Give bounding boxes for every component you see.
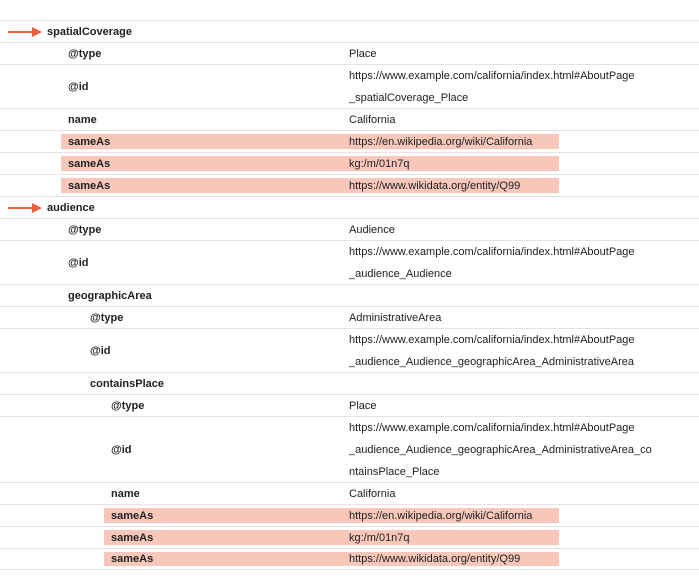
table-row bbox=[0, 196, 699, 218]
property-name: @id bbox=[68, 80, 89, 93]
table-row bbox=[0, 218, 699, 240]
property-value bbox=[349, 307, 441, 328]
property-value bbox=[349, 483, 395, 504]
property-value bbox=[349, 219, 395, 240]
table-row bbox=[0, 394, 699, 416]
table-row bbox=[0, 240, 699, 284]
highlight-band bbox=[104, 530, 559, 545]
property-value-line: kg:/m/01n7q bbox=[349, 157, 410, 170]
table-row bbox=[0, 416, 699, 482]
table-row bbox=[0, 284, 699, 306]
property-value-line: https://www.wikidata.org/entity/Q99 bbox=[349, 179, 521, 192]
property-name: sameAs bbox=[68, 135, 111, 148]
property-value bbox=[349, 153, 410, 174]
property-name: @id bbox=[90, 344, 111, 357]
property-value-line: ntainsPlace_Place bbox=[349, 465, 440, 478]
table-row bbox=[0, 174, 699, 196]
property-name: name bbox=[111, 487, 140, 500]
property-name: containsPlace bbox=[90, 377, 164, 390]
property-name: @id bbox=[111, 443, 132, 456]
property-name: @type bbox=[68, 47, 102, 60]
property-name: spatialCoverage bbox=[47, 25, 132, 38]
property-name: geographicArea bbox=[68, 289, 152, 302]
property-name: sameAs bbox=[68, 179, 111, 192]
table-row bbox=[0, 526, 699, 548]
arrow-right-icon bbox=[8, 27, 42, 37]
property-value bbox=[349, 527, 410, 548]
property-value bbox=[349, 549, 520, 569]
property-value-line: https://www.wikidata.org/entity/Q99 bbox=[349, 553, 521, 565]
property-value-line: AdministrativeArea bbox=[349, 311, 442, 324]
property-name: sameAs bbox=[111, 531, 154, 544]
property-value bbox=[349, 395, 377, 416]
property-name: audience bbox=[47, 201, 95, 214]
table-row bbox=[0, 504, 699, 526]
table-row bbox=[0, 328, 699, 372]
property-value-line: kg:/m/01n7q bbox=[349, 531, 410, 544]
property-value-line: _audience_Audience_geographicArea_AdministrativeArea bbox=[349, 355, 634, 368]
table-row bbox=[0, 482, 699, 504]
property-name: @type bbox=[111, 399, 145, 412]
arrow-right-icon bbox=[8, 203, 42, 213]
property-value-line: _audience_Audience_geographicArea_AdministrativeArea_co bbox=[349, 443, 652, 456]
table-row bbox=[0, 130, 699, 152]
property-value-line: Place bbox=[349, 399, 377, 412]
property-value bbox=[349, 109, 395, 130]
property-value-line: https://www.example.com/california/index.html#AboutPage bbox=[349, 245, 635, 258]
property-value-line: California bbox=[349, 487, 396, 500]
property-value-line: https://en.wikipedia.org/wiki/California bbox=[349, 135, 533, 148]
table-row bbox=[0, 108, 699, 130]
table-row bbox=[0, 372, 699, 394]
table-row bbox=[0, 42, 699, 64]
property-value-line: Audience bbox=[349, 223, 395, 236]
table-row bbox=[0, 20, 699, 42]
table-row bbox=[0, 152, 699, 174]
highlight-band bbox=[61, 156, 559, 171]
property-name: name bbox=[68, 113, 97, 126]
property-value-line: Place bbox=[349, 47, 377, 60]
property-name: @id bbox=[68, 256, 89, 269]
property-value-line: https://www.example.com/california/index.html#AboutPage bbox=[349, 69, 635, 82]
property-name: @type bbox=[68, 223, 102, 236]
property-value-line: https://www.example.com/california/index.html#AboutPage bbox=[349, 421, 635, 434]
property-name: @type bbox=[90, 311, 124, 324]
property-value-line: https://www.example.com/california/index.html#AboutPage bbox=[349, 333, 635, 346]
property-value bbox=[349, 131, 532, 152]
property-value bbox=[349, 241, 635, 284]
property-value bbox=[349, 417, 652, 482]
property-value bbox=[349, 175, 520, 196]
property-value-line: California bbox=[349, 113, 396, 126]
table-row bbox=[0, 548, 699, 570]
table-row bbox=[0, 306, 699, 328]
property-value bbox=[349, 43, 377, 64]
table-row bbox=[0, 64, 699, 108]
property-name: sameAs bbox=[111, 553, 154, 565]
property-value bbox=[349, 505, 532, 526]
property-name: sameAs bbox=[111, 509, 154, 522]
property-value-line: https://en.wikipedia.org/wiki/California bbox=[349, 509, 533, 522]
structured-data-table bbox=[0, 20, 699, 570]
property-value bbox=[349, 65, 635, 108]
property-value bbox=[349, 329, 635, 372]
property-name: sameAs bbox=[68, 157, 111, 170]
property-value-line: _spatialCoverage_Place bbox=[349, 91, 469, 104]
property-value-line: _audience_Audience bbox=[349, 267, 452, 280]
